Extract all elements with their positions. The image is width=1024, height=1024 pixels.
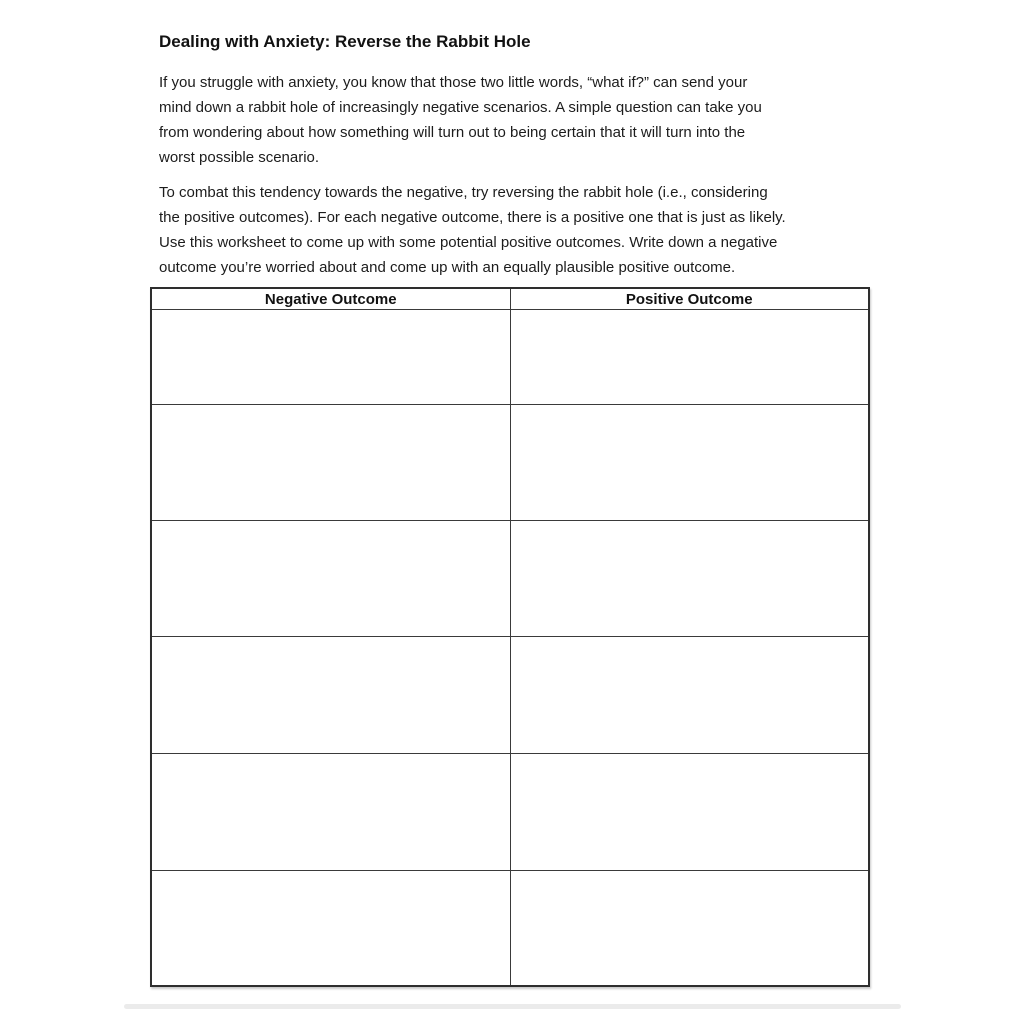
table-row <box>151 405 869 521</box>
table-header-row <box>151 288 869 310</box>
text-line: from wondering about how something will turn out to being certain that it will turn into the <box>159 124 746 141</box>
worksheet-cell-positive <box>510 754 869 871</box>
text-line: To combat this tendency towards the negative, try reversing the rabbit hole (i.e., considering <box>159 184 768 201</box>
worksheet-cell-negative <box>151 637 510 754</box>
outcomes-table <box>150 287 870 987</box>
table-row <box>151 310 869 405</box>
worksheet-cell-positive <box>510 637 869 754</box>
table-row <box>151 754 869 871</box>
worksheet-cell-positive <box>510 405 869 521</box>
worksheet-cell-negative <box>151 405 510 521</box>
text-line: worst possible scenario. <box>159 149 320 166</box>
table-row <box>151 871 869 987</box>
worksheet-cell-negative <box>151 310 510 405</box>
instructions-paragraph <box>159 180 875 280</box>
column-header-positive-outcome: Positive Outcome <box>510 288 869 310</box>
worksheet-cell-positive <box>510 310 869 405</box>
text-line: Use this worksheet to come up with some potential positive outcomes. Write down a negative <box>159 234 778 251</box>
table-row <box>151 637 869 754</box>
worksheet-cell-negative <box>151 871 510 987</box>
text-line: the positive outcomes). For each negative outcome, there is a positive one that is just as likely. <box>159 209 786 226</box>
text-line: outcome you’re worried about and come up with an equally plausible positive outcome. <box>159 259 736 276</box>
worksheet-cell-negative <box>151 521 510 637</box>
text-line: mind down a rabbit hole of increasingly negative scenarios. A simple question can take you <box>159 99 762 116</box>
column-header-negative-outcome: Negative Outcome <box>151 288 510 310</box>
worksheet-cell-negative <box>151 754 510 871</box>
page-title: Dealing with Anxiety: Reverse the Rabbit Hole <box>159 32 531 51</box>
table-row <box>151 521 869 637</box>
text-line: If you struggle with anxiety, you know that those two little words, “what if?” can send your <box>159 74 748 91</box>
page-bottom-shadow <box>124 1004 901 1009</box>
intro-paragraph <box>159 70 875 170</box>
worksheet-cell-positive <box>510 521 869 637</box>
worksheet-cell-positive <box>510 871 869 987</box>
